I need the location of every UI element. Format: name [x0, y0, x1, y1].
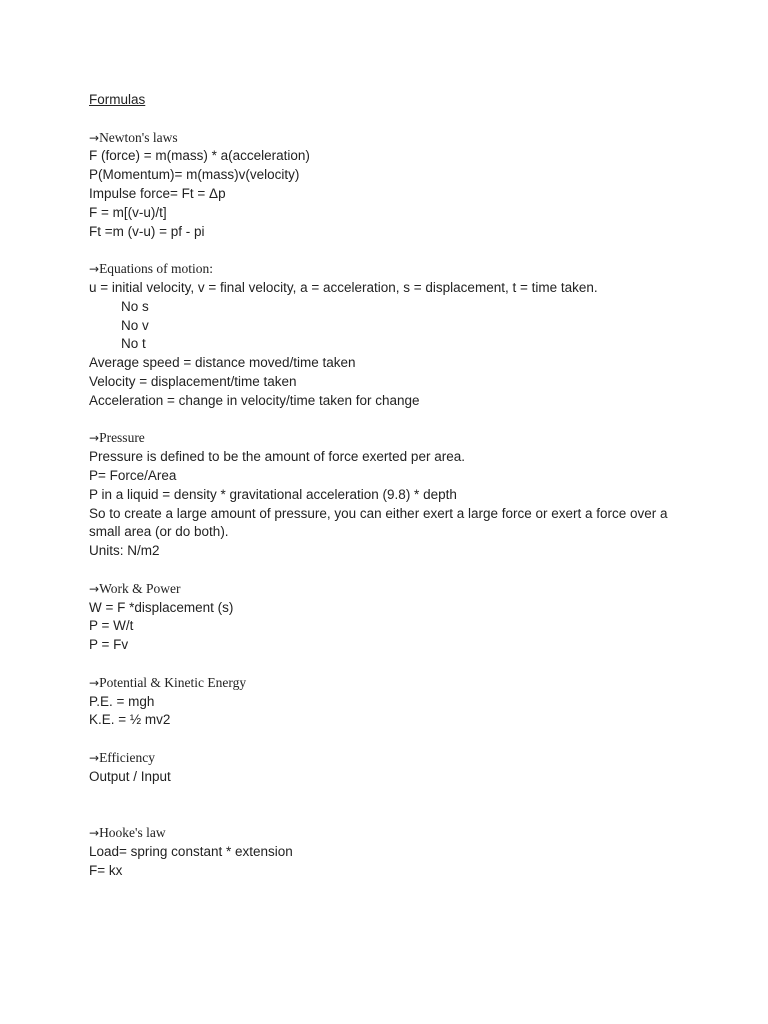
formula-line: P = W/t [89, 618, 134, 634]
formula-line: W = F *displacement (s) [89, 599, 234, 615]
formula-line: F (force) = m(mass) * a(acceleration) [89, 148, 310, 164]
formula-line: Acceleration = change in velocity/time taken for change [89, 392, 420, 408]
formula-line: Ft =m (v-u) = pf - pi [89, 223, 205, 239]
formula-line: P(Momentum)= m(mass)v(velocity) [89, 167, 300, 183]
spacer [89, 561, 689, 580]
spacer [89, 241, 689, 260]
sub-item: No s [121, 298, 149, 314]
formula-line: Impulse force= Ft = Δp [89, 185, 226, 201]
explanation-paragraph: So to create a large amount of pressure, you can either exert a large force or exert a force over a small area (or do both). [89, 505, 668, 540]
document-title: Formulas [89, 92, 146, 107]
formula-line: F = m[(v-u)/t] [89, 204, 167, 220]
formula-line: Output / Input [89, 768, 171, 784]
right-arrow-icon: → [89, 431, 100, 446]
spacer [89, 110, 689, 129]
formula-line: Average speed = distance moved/time taken [89, 355, 356, 371]
section-heading-pressure [89, 429, 689, 448]
formula-line: P = Fv [89, 637, 129, 653]
section-heading-hookes-law [89, 824, 689, 843]
right-arrow-icon: → [89, 581, 100, 596]
heading-text: Newton's laws [99, 129, 178, 145]
right-arrow-icon: → [89, 130, 100, 145]
heading-text: Hooke's law [99, 825, 166, 841]
sub-item: No t [121, 336, 146, 352]
heading-text: Equations of motion: [99, 261, 214, 277]
right-arrow-icon: → [89, 826, 100, 841]
spacer [89, 786, 689, 824]
right-arrow-icon: → [89, 262, 100, 277]
spacer [89, 730, 689, 749]
heading-text: Potential & Kinetic Energy [99, 674, 247, 690]
definition-line: Pressure is defined to be the amount of force exerted per area. [89, 449, 465, 465]
formula-line: Load= spring constant * extension [89, 843, 293, 859]
spacer [89, 655, 689, 674]
section-heading-newtons-laws [89, 129, 689, 148]
formula-line: P= Force/Area [89, 467, 177, 483]
units-line: Units: N/m2 [89, 543, 160, 559]
heading-text: Pressure [99, 430, 145, 446]
definition-line: u = initial velocity, v = final velocity, a = acceleration, s = displacement, t = time taken. [89, 279, 598, 295]
formula-line: P.E. = mgh [89, 693, 155, 709]
section-heading-work-power [89, 580, 689, 599]
right-arrow-icon: → [89, 750, 100, 765]
heading-text: Efficiency [99, 749, 156, 765]
formula-line: P in a liquid = density * gravitational acceleration (9.8) * depth [89, 486, 457, 502]
sub-item: No v [121, 317, 149, 333]
formula-line: Velocity = displacement/time taken [89, 373, 297, 389]
spacer [89, 411, 689, 430]
right-arrow-icon: → [89, 675, 100, 690]
formula-line: K.E. = ½ mv2 [89, 712, 171, 728]
section-heading-equations-of-motion [89, 260, 689, 279]
section-heading-energy [89, 674, 689, 693]
formula-line: F= kx [89, 862, 123, 878]
document-page [89, 91, 689, 880]
heading-text: Work & Power [99, 580, 181, 596]
section-heading-efficiency [89, 749, 689, 768]
